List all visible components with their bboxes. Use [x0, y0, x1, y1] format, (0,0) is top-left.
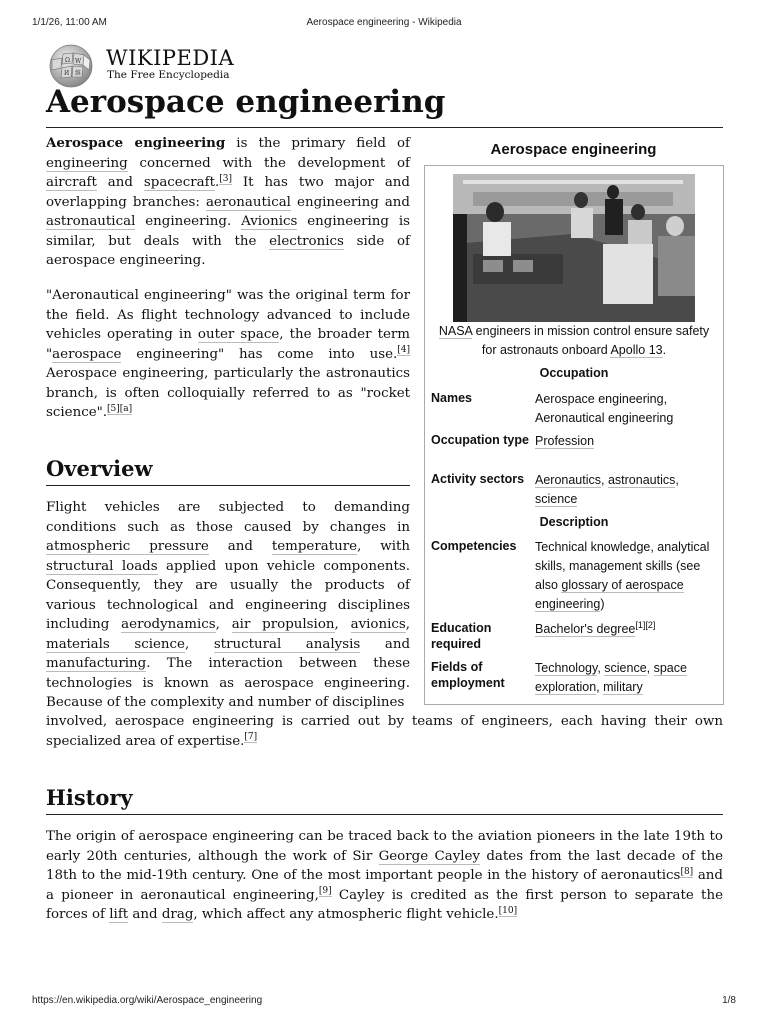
- wikipedia-globe-icon[interactable]: [46, 44, 96, 88]
- infobox-title: Aerospace engineering: [490, 141, 657, 158]
- citation-10[interactable]: [10]: [498, 905, 518, 916]
- svg-text:W: W: [75, 58, 82, 65]
- infobox-row-activity-sectors: Activity sectors Aeronautics, astronautics, science: [431, 472, 679, 506]
- link-astronautics[interactable]: astronautics: [607, 473, 676, 487]
- link-air-propulsion[interactable]: air propulsion: [231, 617, 335, 632]
- section-heading-overview: Overview: [46, 456, 153, 481]
- infobox-occupation-header: Occupation: [539, 366, 609, 380]
- page-title: Aerospace engineering: [46, 84, 446, 120]
- link-science-2[interactable]: science: [604, 661, 647, 675]
- svg-text:維: 維: [75, 70, 82, 77]
- link-materials-science[interactable]: materials science: [46, 636, 185, 652]
- link-aeronautical[interactable]: aeronautical: [205, 194, 291, 210]
- intro-paragraph-2: "Aeronautical engineering" was the original term for the field. As flight technology advanced to include vehicles operating in outer space, the broader term "aerospace engineering" has come into use.[4] Aerospace engineering, particularly the astronautics branch, is often colloquially referred to as "rocket science".[5][a]: [46, 288, 410, 420]
- section-heading-history: History: [46, 785, 133, 810]
- infobox-row-competencies: Competencies Technical knowledge, analytical skills, management skills (see also glossary of aerospace engineering): [431, 539, 710, 611]
- print-datetime: 1/1/26, 11:00 AM: [32, 17, 107, 28]
- note-a[interactable]: [a]: [119, 403, 133, 414]
- print-page-title: Aerospace engineering - Wikipedia: [306, 17, 462, 28]
- citation-9[interactable]: [9]: [318, 886, 332, 897]
- overview-paragraph-continued: involved, aerospace engineering is carried out by teams of engineers, each having their own specialized area of expertise.[7]: [46, 714, 723, 749]
- citation-7[interactable]: [7]: [244, 732, 258, 743]
- infobox-description-header: Description: [539, 515, 609, 529]
- photo-caption: NASA engineers in mission control ensure safety for astronauts onboard Apollo 13.: [438, 324, 710, 357]
- infobox-row-fields: Fields of employment Technology, science, space exploration, military: [431, 660, 687, 694]
- link-aerospace[interactable]: aerospace: [52, 346, 122, 362]
- history-divider: [46, 814, 723, 815]
- infobox-row-occupation-type: Occupation type Profession: [431, 433, 595, 448]
- link-military[interactable]: military: [603, 680, 643, 694]
- citation-1[interactable]: [1]: [635, 619, 646, 630]
- history-paragraph: The origin of aerospace engineering can be traced back to the aviation pioneers in the late 19th to early 20th centuries, although the work of Sir George Cayley dates from the last decade of the 18th to the mid-19th century. One of the most important people in the history of aeronautics[8] and a pioneer in aeronautical engineering,[9] Cayley is credited as the first person to separate the forces of lift and drag, which affect any atmospheric flight vehicle.[10]: [46, 829, 724, 922]
- link-astronautical[interactable]: astronautical: [46, 214, 136, 229]
- infobox-row-education: Education required Bachelor's degree[1][2]: [431, 619, 656, 651]
- citation-2[interactable]: [2]: [645, 619, 656, 630]
- link-structural-analysis[interactable]: structural analysis: [213, 636, 361, 652]
- link-spacecraft[interactable]: spacecraft: [143, 175, 215, 190]
- link-outer-space[interactable]: outer space: [197, 327, 280, 342]
- link-avionics[interactable]: Avionics: [241, 214, 298, 229]
- link-structural-loads[interactable]: structural loads: [46, 558, 158, 574]
- link-manufacturing[interactable]: manufacturing: [46, 656, 147, 671]
- intro-paragraph-1: Aerospace engineering is the primary field of engineering concerned with the development of aircraft and spacecraft.[3] It has two major and overlapping branches: aeronautical engineering and astronautical engineering. Avionics engineering is similar, but deals with the electronics side of aerospace engineering.: [46, 135, 411, 268]
- link-lift[interactable]: lift: [109, 907, 129, 922]
- link-electronics[interactable]: electronics: [269, 233, 344, 249]
- link-aerodynamics[interactable]: aerodynamics: [121, 617, 216, 632]
- infobox: [424, 165, 724, 705]
- wikipedia-wordmark[interactable]: WIKIPEDIA: [106, 46, 235, 70]
- link-aircraft[interactable]: aircraft: [46, 175, 97, 190]
- svg-text:Ω: Ω: [65, 57, 70, 64]
- link-glossary[interactable]: glossary of aerospace engineering: [535, 578, 684, 611]
- link-nasa[interactable]: NASA: [438, 324, 473, 338]
- link-science[interactable]: science: [535, 492, 578, 506]
- link-atmospheric-pressure[interactable]: atmospheric pressure: [46, 539, 209, 554]
- link-profession[interactable]: Profession: [535, 434, 595, 448]
- citation-5[interactable]: [5]: [107, 403, 120, 414]
- print-url: https://en.wikipedia.org/wiki/Aerospace_engineering: [32, 995, 263, 1006]
- link-bachelors-degree[interactable]: Bachelor's degree: [535, 622, 636, 636]
- wikipedia-tagline: The Free Encyclopedia: [107, 69, 230, 81]
- lead-term: Aerospace engineering: [46, 135, 226, 151]
- citation-4[interactable]: [4]: [397, 345, 410, 356]
- overview-paragraph: Flight vehicles are subjected to demanding conditions such as those caused by changes in atmospheric pressure and temperature, with structural loads applied upon vehicle components. Consequently, they are usually the products of various technological and engineering disciplines including aerodynamics, air propulsion, avionics, materials science, structural analysis and manufacturing. The interaction between these technologies is known as aerospace engineering. Because of the complexity and number of disciplines: [46, 500, 411, 710]
- link-space-exploration[interactable]: space exploration: [535, 661, 687, 694]
- link-technology[interactable]: Technology: [535, 661, 598, 675]
- link-drag[interactable]: drag: [161, 907, 194, 922]
- link-temperature[interactable]: temperature: [271, 539, 358, 554]
- svg-text:И: И: [64, 70, 70, 77]
- print-page-number: 1/8: [722, 995, 736, 1006]
- link-engineering[interactable]: engineering: [46, 155, 128, 171]
- mission-control-photo[interactable]: [453, 174, 695, 322]
- overview-divider: [46, 485, 410, 486]
- citation-8[interactable]: [8]: [680, 866, 694, 877]
- infobox-row-names: Names Aerospace engineering, Aeronautical engineering: [431, 391, 674, 425]
- link-avionics-2[interactable]: avionics: [350, 617, 406, 632]
- link-george-cayley[interactable]: George Cayley: [378, 848, 481, 864]
- title-divider: [46, 127, 723, 128]
- link-aeronautics[interactable]: Aeronautics: [535, 473, 602, 487]
- link-apollo-13[interactable]: Apollo 13: [610, 343, 663, 357]
- citation-3[interactable]: [3]: [219, 173, 232, 184]
